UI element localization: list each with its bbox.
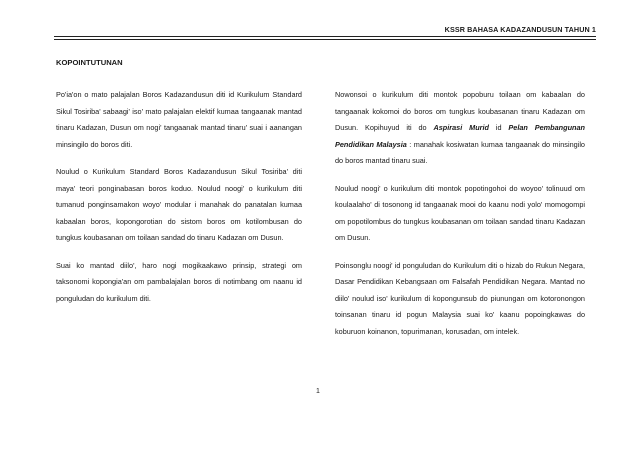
right-paragraph-2: Noulud noogi' o kurikulum diti montok popotingohoi do woyoo' tolinuud om koulaalaho' di tosonong id tangaanak mooi do kaanu nodi yolo' momogompi om popotilombus do tungkus koubasanan om toilaan sandad tinaru Kadazan om Dusun. bbox=[335, 183, 585, 242]
left-paragraph-2: Noulud o Kurikulum Standard Boros Kadazandusun Sikul Tosiriba' diti maya' teori ponginabasan boros koduo. Noulud noogi' o kurikulum diti tumanud ponginsamakon woyo' modular i manahak do panatalan kumaa kabaalan boros, kopongorotian do sistom boros om kotilombusan do tungkus koubasanan om toilaan sandad do tinaru Kadazan om Dusun. bbox=[56, 167, 302, 242]
right-paragraph-1 bbox=[335, 87, 585, 170]
aspirasi-murid-emphasis: Aspirasi Murid bbox=[433, 123, 489, 132]
right-paragraph-1-text-b: id bbox=[488, 123, 509, 132]
right-paragraph-1-text-c: : manahak kosiwatan kumaa tangaanak do minsingilo do boros mantad tinaru suai. bbox=[335, 139, 585, 165]
right-column bbox=[335, 87, 585, 351]
left-paragraph-3: Suai ko mantad diilo', haro nogi mogikaakawo prinsip, strategi om taksonomi kopongia'an om pambalajalan boros di notimbang om naanu id ponguludan do kurikulum diti. bbox=[56, 260, 302, 303]
header-rule bbox=[54, 36, 596, 40]
left-paragraph-1: Po'ia'on o mato palajalan Boros Kadazandusun diti id Kurikulum Standard Sikul Tosiriba' sabaagi' iso' mato palajalan elektif kumaa tangaanak mantad tinaru Kadazan, Dusun om nogi' tangaanak mantad tinaru' suai i aanangan minsingilo do boros diti. bbox=[56, 90, 302, 149]
right-paragraph-3: Poinsonglu noogi' id ponguludan do Kurikulum diti o hizab do Rukun Negara, Dasar Pendidikan Kebangsaan om Falsafah Pendidikan Negara. Mantad no diilo' noulud iso' kurikulum di kopongunsub do piunungan om kotoronongon toinsanan tinaru id pogun Malaysia suai ko' kaanu popoingkawas do koburuon koinanon, topurimanan, korusadan, om intelek. bbox=[335, 260, 585, 336]
right-paragraph-1-text-a: Nowonsoi o kurikulum diti montok popoburu toilaan om kabaalan do tangaanak kokomoi do boros om tungkus koubasanan tinaru Kadazan om Dusun. Kopihuyud iti do bbox=[335, 90, 585, 132]
pelan-pembangunan-emphasis: Pelan Pembangunan Pendidikan Malaysia bbox=[335, 123, 585, 149]
page-number: 1 bbox=[316, 388, 320, 395]
left-column bbox=[56, 87, 302, 318]
section-title: KOPOINTUTUNAN bbox=[56, 58, 123, 67]
document-header-title: KSSR BAHASA KADAZANDUSUN TAHUN 1 bbox=[444, 25, 596, 34]
